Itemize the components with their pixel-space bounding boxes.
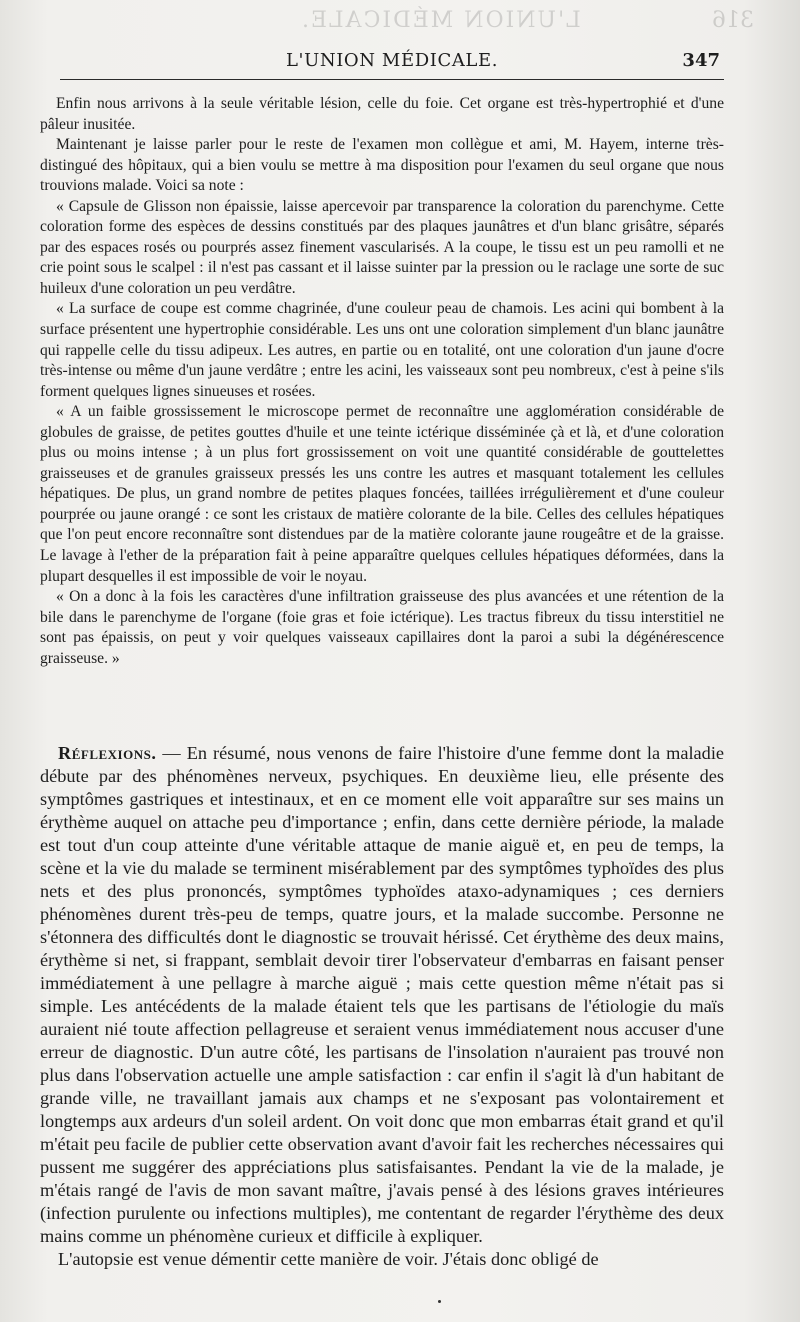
header-rule xyxy=(60,79,724,80)
paragraph-liver-lesion: Enfin nous arrivons à la seule véritable lésion, celle du foie. Cet organe est très-hypertrophié et d'une pâleur inusitée. xyxy=(40,95,724,133)
bleed-running-title: L'UNION MÉDICALE. xyxy=(300,8,581,33)
reflexions-paragraph xyxy=(40,742,724,1248)
paragraph-hayem-intro: Maintenant je laisse parler pour le reste de l'examen mon collègue et ami, M. Hayem, interne très-distingué des hôpitaux, qui a bien voulu se mettre à ma disposition pour l'examen du seul organe que nous trouvions malade. Voici sa note : xyxy=(40,136,724,195)
reflexions-dash: — xyxy=(156,743,187,763)
paragraph-microscope: « A un faible grossissement le microscope permet de reconnaître une agglomération considérable de globules de graisse, de petites gouttes d'huile et une teinte ictérique disséminée çà et là, et d'une coloration plus ou moins intense ; à un plus fort grossissement on voit une quantité considérable de gouttelettes graisseuses et de granules graisseux pressés les uns contre les autres et masquant totalement les cellules hépatiques. De plus, un grand nombre de petites plaques foncées, taillées irrégulièrement et d'une couleur pourprée ou jaune orangé : ce sont les cristaux de matière colorante de la bile. Celles des cellules hépatiques que l'on peut encore reconnaître sont distendues par de la matière colorante jaune rougeâtre et de la graisse. Le lavage à l'ether de la préparation fait à peine apparaître quelques cellules hépatiques déformées, dans la plupart desquelles il est impossible de voir le noyau. xyxy=(40,403,724,585)
page-number: 347 xyxy=(682,50,720,71)
paragraph-cut-surface: « La surface de coupe est comme chagrinée, d'une couleur peau de chamois. Les acini qui bombent à la surface présentent une hypertrophie considérable. Les uns ont une coloration simplement d'un blanc jaunâtre qui rappelle celle du tissu adipeux. Les autres, en partie ou en totalité, ont une coloration d'un jaune d'ocre très-intense ou même d'un jaune verdâtre ; entre les acini, les vaisseaux sont peu nombreux, c'est à peine s'ils forment quelques lignes sinueuses et rosées. xyxy=(40,300,724,400)
bleed-page-number: 316 xyxy=(712,8,754,33)
running-title: L'UNION MÉDICALE. xyxy=(285,50,499,71)
reflexions-text: En résumé, nous venons de faire l'histoire d'une femme dont la maladie débute par des phénomènes nerveux, psychiques. En deuxième lieu, elle présente des symptômes gastriques et intestinaux, et en ce moment elle voit apparaître sur ses mains un érythème auquel on attache peu d'importance ; enfin, dans cette dernière période, la malade est tout d'un coup atteinte d'une véritable attaque de manie aiguë et, en peu de temps, la scène et la vie du malade se terminent misérablement par des symptômes typhoïdes des plus nets et des plus prononcés, symptômes typhoïdes ataxo-adynamiques ; ces derniers phénomènes durent très-peu de temps, quatre jours, et la malade succombe. Personne ne s'étonnera des difficultés dont le diagnostic se trouvait hérissé. Cet érythème des deux mains, érythème si net, si frappant, semblait devoir tirer l'observateur d'embarras en faisant penser immédiatement à une pellagre à marche aiguë ; mais cette question même n'était pas si simple. Les antécédents de la malade étaient tels que les partisans de l'étiologie du maïs auraient nié toute affection pellagreuse et seraient venus immédiatement nous accuser d'une erreur de diagnostic. D'un autre côté, les partisans de l'insolation n'auraient pas trouvé non plus dans l'observation actuelle une ample satisfaction : car enfin il s'agit là d'un habitant de grande ville, ne travaillant jamais aux champs et ne s'exposant pas volontairement et longtemps aux ardeurs d'un soleil ardent. On voit donc que mon embarras était grand et qu'il m'était peu facile de publier cette observation avant d'avoir fait les recherches nécessaires qui pussent me suggérer des appréciations plus satisfaisantes. Pendant la vie de la malade, je m'étais rangé de l'avis de mon savant maître, j'avais pensé à des lésions graves intérieures (infection purulente ou infections multiples), me contentant de regarder l'érythème des deux mains comme un phénomène curieux et difficile à expliquer. xyxy=(40,743,725,1246)
page-header xyxy=(58,50,726,74)
last-line: L'autopsie est venue démentir cette manière de voir. J'étais donc obligé de xyxy=(58,1249,599,1269)
ink-speck xyxy=(438,1300,441,1303)
autopsy-note xyxy=(40,94,724,669)
paragraph-conclusion: « On a donc à la fois les caractères d'une infiltration graisseuse des plus avancées et une rétention de la bile dans le parenchyme de l'organe (foie gras et foie ictérique). Les tractus fibreux du tissu interstitiel ne sont pas épaissis, on peut y voir quelques vaisseaux capillaires dont la paroi a subi la dégénérescence graisseuse. » xyxy=(40,588,724,667)
paragraph-capsule: « Capsule de Glisson non épaissie, laisse apercevoir par transparence la coloration du parenchyme. Cette coloration forme des espèces de dessins constitués par des plaques jaunâtres et d'un blanc grisâtre, séparés par des espaces rosés ou pourprés assez finement vascularisés. A la coupe, le tissu est un peu ramolli et ne crie point sous le scalpel : il n'est pas cassant et il laisse suinter par la pression ou le raclage une sorte de suc huileux d'une coloration un peu verdâtre. xyxy=(40,197,724,297)
reflexions-heading: Réflexions. xyxy=(58,743,157,763)
reflexions-section xyxy=(40,742,724,1271)
